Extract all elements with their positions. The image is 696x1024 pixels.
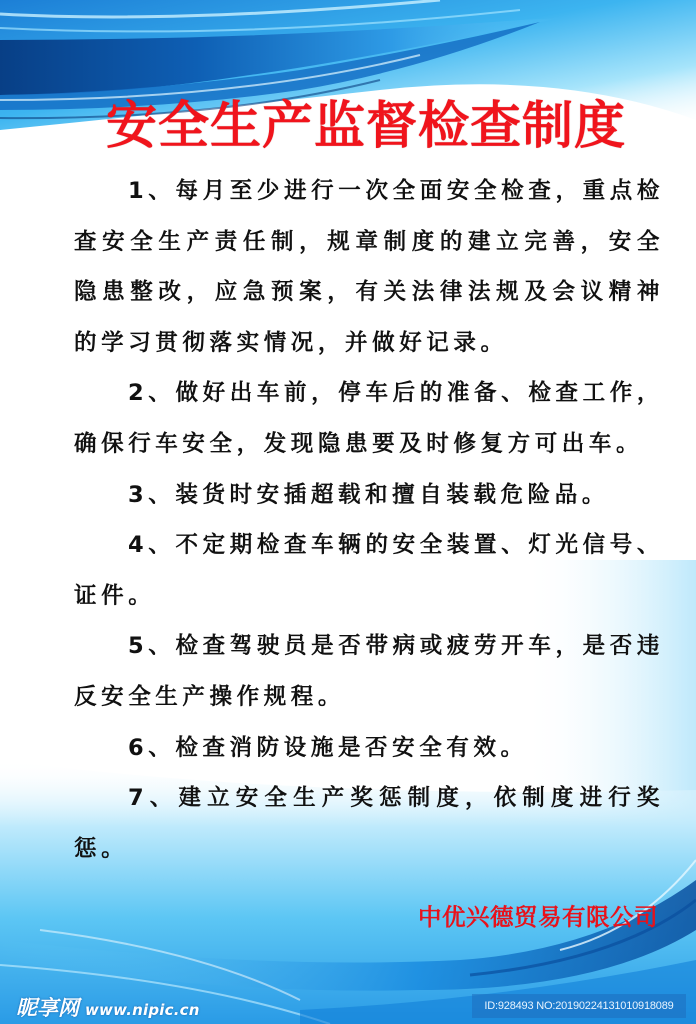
regulation-item-6: 6、检查消防设施是否安全有效。: [128, 734, 528, 761]
regulation-item-2: 2、做好出车前，停车后的准备、检查工作，确保行车安全，发现隐患要及时修复方可出车。: [74, 380, 664, 457]
watermark-logo-text: 昵享网: [16, 996, 79, 1020]
regulation-item-4: 4、不定期检查车辆的安全装置、灯光信号、证件。: [74, 532, 664, 609]
company-name: 中优兴德贸易有限公司: [418, 903, 658, 931]
regulation-item-7: 7、建立安全生产奖惩制度，依制度进行奖惩。: [74, 785, 664, 862]
regulation-item-1: 1、每月至少进行一次全面安全检查，重点检查安全生产责任制，规章制度的建立完善，安全隐患整改，应急预案，有关法律法规及会议精神的学习贯彻落实情况，并做好记录。: [74, 178, 664, 356]
watermark-logo: [16, 992, 200, 1022]
poster-title: 安全生产监督检查制度: [105, 96, 626, 156]
regulation-list: [74, 166, 664, 874]
regulation-item-3: 3、装货时安插超载和擅自装载危险品。: [128, 481, 609, 508]
regulation-item-5: 5、检查驾驶员是否带病或疲劳开车，是否违反安全生产操作规程。: [74, 633, 664, 710]
watermark-url: www.nipic.cn: [85, 1001, 200, 1019]
watermark-id-badge: ID:928493 NO:20190224131010918089: [472, 994, 686, 1018]
